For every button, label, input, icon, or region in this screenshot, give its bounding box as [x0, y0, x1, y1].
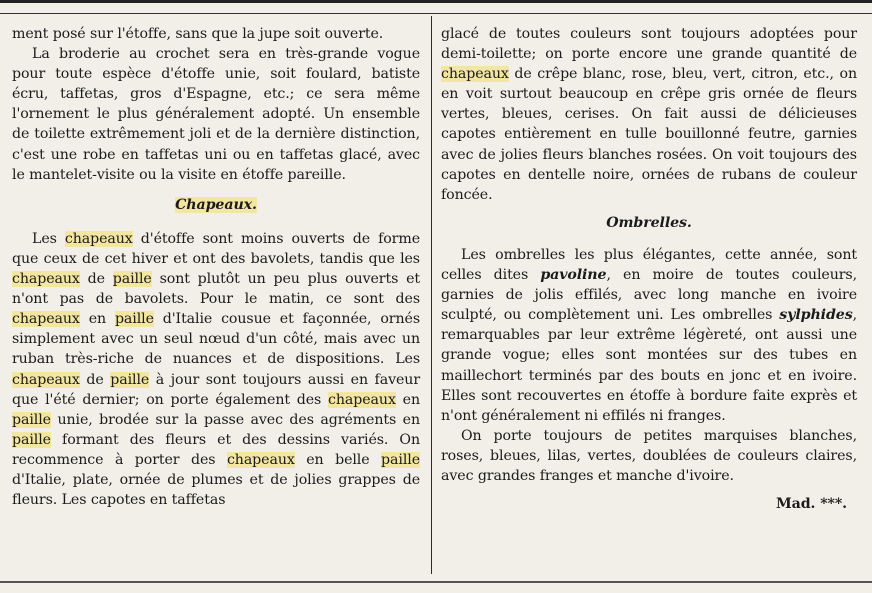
highlighted-word: paille — [112, 271, 152, 288]
text-run: d'Italie cousue et façonnée, ornés simplement avec un seul nœud d'un côté, mais avec un ruban très-riche de nuances et de dispositions. Les — [12, 311, 420, 368]
text-run: Les ombrelles les plus élégantes, cette année, sont celles dites — [441, 246, 857, 284]
text-run: d'étoffe sont moins ouverts de forme que ceux de cet hiver et ont des bavolets, tandis que les — [12, 230, 420, 267]
text-run: en — [395, 391, 420, 408]
highlighted-word: paille — [12, 431, 51, 448]
highlighted-word: chapeaux — [441, 66, 509, 83]
right-paragraph-marquises: On porte toujours de petites marquises blanches, roses, bleues, lilas, vertes, doublées de couleurs claires, avec grandes franges et manche d'ivoire. — [441, 427, 857, 484]
highlighted-word: chapeaux — [12, 311, 80, 328]
heading-highlight: Chapeaux. — [175, 196, 257, 213]
column-divider — [431, 16, 432, 574]
text-run: de — [79, 371, 111, 388]
author-signature: Mad. ***. — [776, 496, 847, 513]
top-rule — [0, 0, 872, 14]
text-run: , remarquables par leur extrême légèreté, ont aussi une grande vogue; elles sont montées sur des tubes en maillechort terminés par des bouts en jonc et en ivoire. Elles sont recouvertes en étoffe à bordure faite exprès et n'ont généralement ni effilés ni franges. — [441, 307, 857, 424]
text-run: d'Italie, plate, ornée de plumes et de jolies grappes de fleurs. Les capotes en taffetas — [12, 471, 420, 509]
highlighted-word: chapeaux — [226, 451, 295, 468]
left-paragraph-chapeaux — [12, 229, 420, 510]
text-run: de crêpe blanc, rose, bleu, vert, citron, etc., on en voit surtout beaucoup en crêpe gris ornée de fleurs vertes, bleues, cerises. On fait aussi de délicieuses capotes entièrement en tulle bouillonné feutre, garnies avec de jolies fleurs blanches rosées. On voit toujours des capotes en dentelle noire, ornées de rubans de couleur foncée. — [441, 66, 857, 203]
italic-term: sylphides — [779, 307, 853, 324]
text-run: , en moire de toutes couleurs, garnies de jolis effilés, avec long manche en ivoire sculpté, ou complètement uni. Les ombrelles — [441, 267, 857, 324]
text-run: en belle — [294, 451, 382, 468]
text-run: de — [79, 271, 113, 288]
text-run: Les — [32, 230, 65, 247]
right-paragraph-ombrelles — [441, 245, 857, 426]
highlighted-word: chapeaux — [64, 230, 133, 247]
section-heading-ombrelles: Ombrelles. — [606, 214, 692, 231]
text-run: unie, brodée sur la passe avec des agréments en — [50, 411, 420, 428]
highlighted-word: chapeaux — [12, 271, 80, 288]
bottom-rule — [0, 581, 872, 583]
left-paragraph-broderie: La broderie au crochet sera en très-grande vogue pour toute espèce d'étoffe unie, soit foulard, batiste écru, taffetas, gros d'Espagne, etc.; ce sera même l'ornement le plus généralement adopté. Un ensemble de toilette extrêmement joli et de la dernière distinction, c'est une robe en taffetas uni ou en taffetas glacé, avec le mantelet-visite ou la visite en étoffe pareille. — [12, 46, 420, 183]
highlighted-word: paille — [12, 411, 51, 428]
text-run: à jour sont toujours aussi en faveur que l'été dernier; on porte également des — [12, 371, 420, 408]
left-column — [12, 24, 420, 510]
highlighted-word: paille — [114, 311, 154, 328]
highlighted-word: paille — [381, 451, 420, 468]
text-run: formant des fleurs et des dessins variés. On recommence à porter des — [12, 431, 420, 468]
left-paragraph-continuation: ment posé sur l'étoffe, sans que la jupe soit ouverte. — [12, 26, 384, 42]
highlighted-word: paille — [110, 371, 150, 388]
right-paragraph-continuation — [441, 24, 857, 205]
right-column — [441, 24, 857, 514]
highlighted-word: chapeaux — [12, 371, 80, 388]
text-run: sont plutôt un peu plus ouverts et n'ont pas de bavolets. Pour le matin, ce sont des — [12, 271, 420, 308]
text-run: en — [79, 311, 115, 328]
section-heading-chapeaux — [12, 195, 420, 215]
italic-term: pavoline — [540, 267, 607, 284]
text-run: glacé de toutes couleurs sont toujours adoptées pour demi-toilette; on porte encore une grande quantité de — [441, 26, 857, 63]
highlighted-word: chapeaux — [328, 391, 396, 408]
